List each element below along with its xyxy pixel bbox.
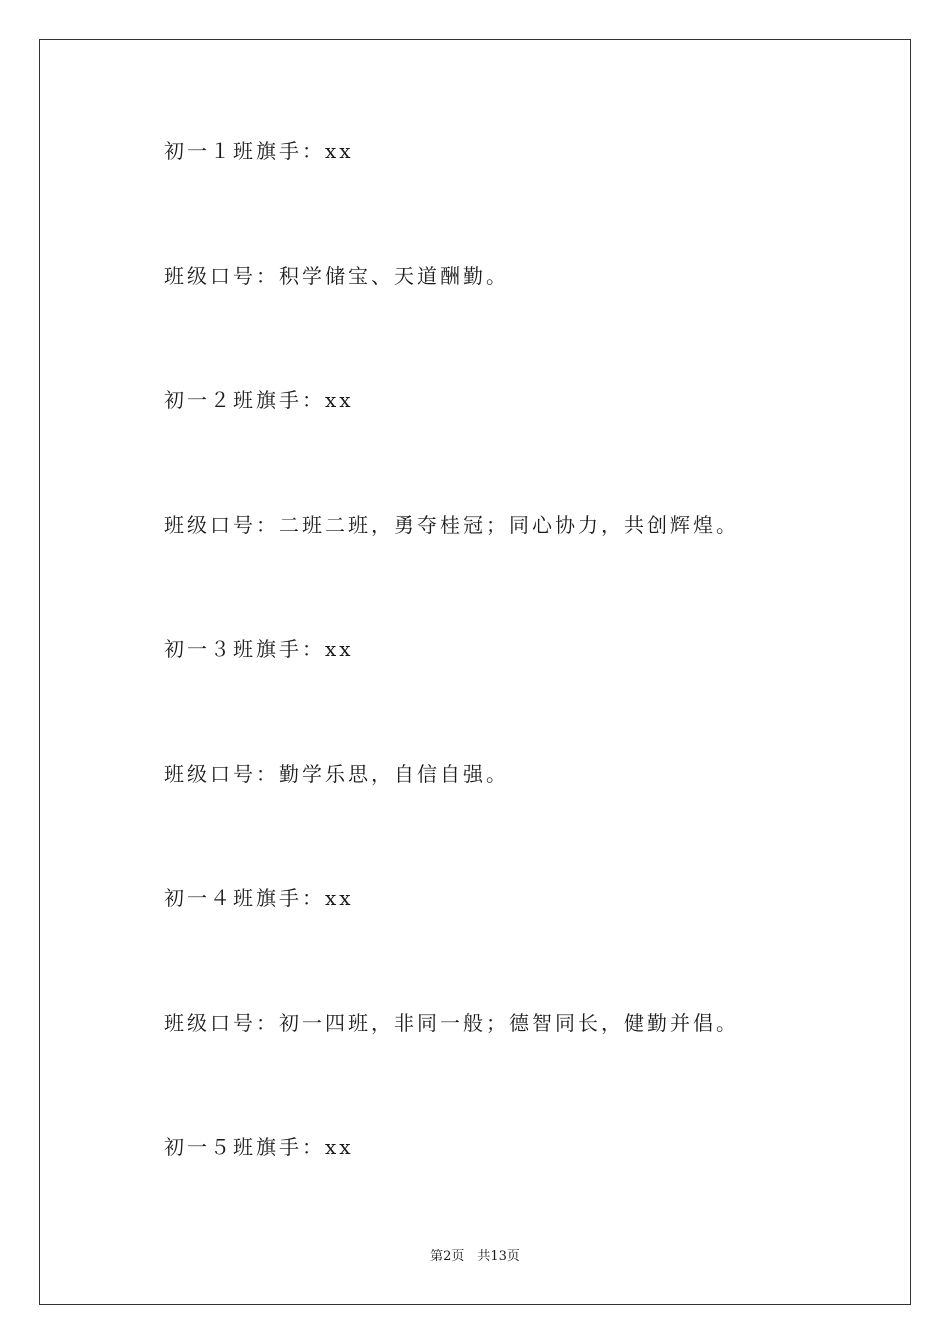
- text-line-class5-flagbearer: 初一５班旗手：xx: [164, 1135, 354, 1159]
- text-line-class3-flagbearer: 初一３班旗手：xx: [164, 637, 354, 661]
- text-line-class3-slogan: 班级口号：勤学乐思，自信自强。: [164, 762, 509, 786]
- text-line-class4-slogan: 班级口号：初一四班，非同一般；德智同长，健勤并倡。: [164, 1011, 739, 1035]
- page-border: [39, 39, 911, 1305]
- text-line-class1-slogan: 班级口号：积学储宝、天道酬勤。: [164, 264, 509, 288]
- text-line-class1-flagbearer: 初一１班旗手：xx: [164, 139, 354, 163]
- text-line-class2-flagbearer: 初一２班旗手：xx: [164, 388, 354, 412]
- page-number-footer: 第2页 共13页: [430, 1249, 520, 1264]
- text-line-class4-flagbearer: 初一４班旗手：xx: [164, 886, 354, 910]
- text-line-class2-slogan: 班级口号：二班二班，勇夺桂冠；同心协力，共创辉煌。: [164, 513, 739, 537]
